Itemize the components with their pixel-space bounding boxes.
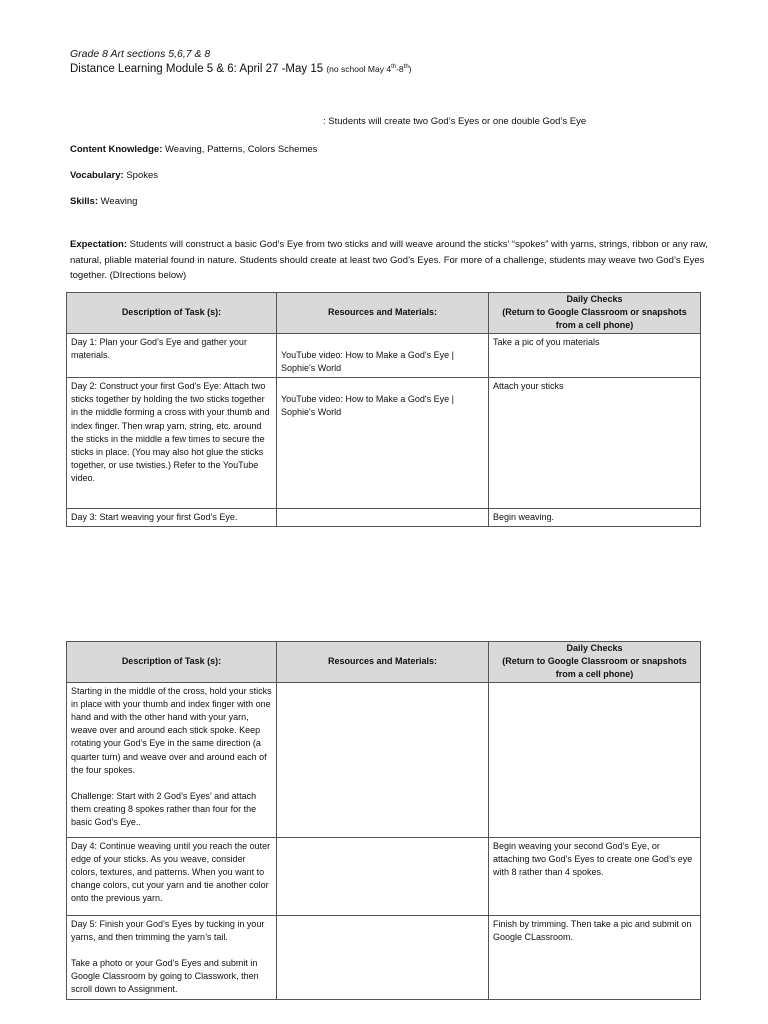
header-daily-checks: Daily Checks (Return to Google Classroom or snapshots from a cell phone) bbox=[489, 642, 701, 683]
header-description: Description of Task (s): bbox=[67, 293, 277, 334]
check-cell: Attach your sticks bbox=[489, 378, 701, 509]
table-row bbox=[67, 682, 701, 837]
resource-cell: YouTube video: How to Make a God's Eye | Sophie's World bbox=[277, 333, 489, 377]
task-cell: Day 5: Finish your God’s Eyes by tucking in your yarns, and then trimming the yarn’s tail. Take a photo or your God’s Eyes and submit in Google Classroom by going to Classwork, then scroll down to Assignment. bbox=[67, 915, 277, 999]
task-cell: Day 4: Continue weaving until you reach the outer edge of your sticks. As you weave, consider colors, textures, and patterns. When you want to change colors, cut your yarn and tie another color onto the previous yarn. bbox=[67, 837, 277, 915]
check-cell: Take a pic of you materials bbox=[489, 333, 701, 377]
task-cell: Day 2: Construct your first God’s Eye: Attach two sticks together by holding the two sticks together in the middle forming a cross with your thumb and index finger. Then wrap yarn, string, etc. around the sticks in the middle a few times to secure the sticks in place. (You may also hot glue the sticks together, or use twisties.) Refer to the YouTube video. bbox=[67, 378, 277, 509]
check-cell: Begin weaving your second God’s Eye, or attaching two God’s Eyes to create one God’s eye with 8 rather than 4 spokes. bbox=[489, 837, 701, 915]
expectation-paragraph: Expectation: Students will construct a basic God’s Eye from two sticks and will weave around the sticks’ “spokes” with yarns, strings, ribbon or any raw, natural, pliable material found in nature. Students should create at least two God’s Eyes. For more of a challenge, students may weave two God’s Eyes together. (DIrections below) bbox=[70, 239, 708, 281]
check-cell bbox=[489, 682, 701, 837]
task-cell: Day 3: Start weaving your first God’s Eye. bbox=[67, 509, 277, 527]
header-daily-checks: Daily Checks (Return to Google Classroom or snapshots from a cell phone) bbox=[489, 293, 701, 334]
resource-cell bbox=[277, 509, 489, 527]
objective-text: : Students will create two God’s Eyes or one double God’s Eye bbox=[323, 116, 587, 127]
resource-cell bbox=[277, 915, 489, 999]
vocabulary: Vocabulary: Spokes bbox=[70, 170, 159, 181]
check-cell: Begin weaving. bbox=[489, 509, 701, 527]
task-table-2 bbox=[66, 641, 701, 1000]
no-school-note: (no school May 4th-8th) bbox=[326, 64, 412, 74]
table-row bbox=[67, 333, 701, 377]
table-row bbox=[67, 378, 701, 509]
resource-cell: YouTube video: How to Make a God's Eye | Sophie's World bbox=[277, 378, 489, 509]
check-cell: Finish by trimming. Then take a pic and submit on Google CLassroom. bbox=[489, 915, 701, 999]
table-row bbox=[67, 915, 701, 999]
table-row bbox=[67, 837, 701, 915]
skills: Skills: Weaving bbox=[70, 196, 138, 207]
table-row bbox=[67, 509, 701, 527]
module-title bbox=[70, 63, 412, 75]
header-resources: Resources and Materials: bbox=[277, 642, 489, 683]
task-table-1 bbox=[66, 292, 701, 527]
course-title: Grade 8 Art sections 5,6,7 & 8 bbox=[70, 48, 211, 60]
resource-cell bbox=[277, 682, 489, 837]
table-header-row bbox=[67, 642, 701, 683]
content-knowledge: Content Knowledge: Weaving, Patterns, Colors Schemes bbox=[70, 144, 318, 155]
table-header-row bbox=[67, 293, 701, 334]
header-resources: Resources and Materials: bbox=[277, 293, 489, 334]
module-name: Distance Learning Module 5 & 6: April 27 -May 15 bbox=[70, 63, 324, 75]
resource-cell bbox=[277, 837, 489, 915]
header-description: Description of Task (s): bbox=[67, 642, 277, 683]
task-cell: Day 1: Plan your God’s Eye and gather your materials. bbox=[67, 333, 277, 377]
task-cell: Starting in the middle of the cross, hold your sticks in place with your thumb and index finger with one hand and with the other hand with your yarn, weave over and around each stick spoke. Keep rotating your God’s Eye in the same direction (a quarter turn) and weave over and around each of the four spokes. Challenge: Start with 2 God’s Eyes’ and attach them creating 8 spokes rather than four for the basic God’s Eye.. bbox=[67, 682, 277, 837]
